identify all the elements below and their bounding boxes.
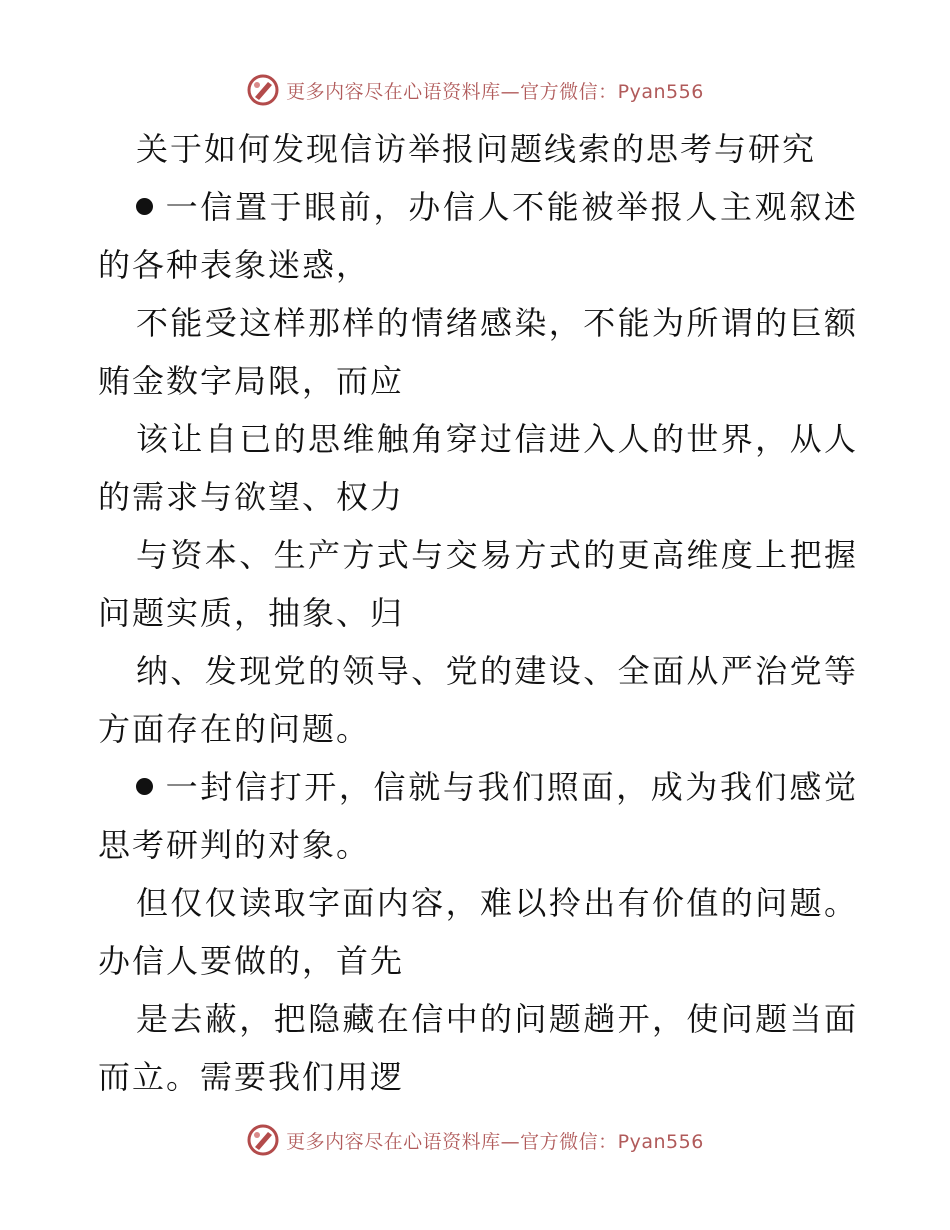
paragraph-text: 但仅仅读取字面内容，难以拎出有价值的问题。办信人要做的，首先 <box>98 884 858 980</box>
bullet-icon <box>136 198 153 215</box>
paragraph-4 <box>98 526 858 642</box>
brand-logo-icon <box>246 1123 280 1157</box>
paragraph-6 <box>98 758 858 874</box>
paragraph-7 <box>98 874 858 990</box>
paragraph-1 <box>98 178 858 294</box>
paragraph-3 <box>98 410 858 526</box>
document-title: 关于如何发现信访举报问题线索的思考与研究 <box>136 130 817 168</box>
paragraph-5 <box>98 642 858 758</box>
paragraph-text: 一封信打开，信就与我们照面，成为我们感觉思考研判的对象。 <box>98 768 858 864</box>
bullet-icon <box>136 778 153 795</box>
paragraph-text: 不能受这样那样的情绪感染，不能为所谓的巨额贿金数字局限，而应 <box>98 304 858 400</box>
paragraph-text: 一信置于眼前，办信人不能被举报人主观叙述的各种表象迷惑， <box>98 188 858 284</box>
paragraph-8 <box>98 990 858 1106</box>
paragraph-text: 该让自已的思维触角穿过信进入人的世界，从人的需求与欲望、权力 <box>98 420 858 516</box>
header-banner <box>0 70 950 110</box>
banner-text: 更多内容尽在心语资料库—官方微信：Pyan556 <box>286 1130 704 1153</box>
banner-text: 更多内容尽在心语资料库—官方微信：Pyan556 <box>286 80 704 103</box>
document-body <box>98 120 858 1106</box>
paragraph-text: 是去蔽，把隐藏在信中的问题趟开，使问题当面而立。需要我们用逻 <box>98 1000 858 1096</box>
paragraph-text: 与资本、生产方式与交易方式的更高维度上把握问题实质，抽象、归 <box>98 536 858 632</box>
brand-logo-icon <box>246 73 280 107</box>
paragraph-text: 纳、发现党的领导、党的建设、全面从严治党等方面存在的问题。 <box>98 652 858 748</box>
paragraph-2 <box>98 294 858 410</box>
footer-banner <box>0 1120 950 1160</box>
